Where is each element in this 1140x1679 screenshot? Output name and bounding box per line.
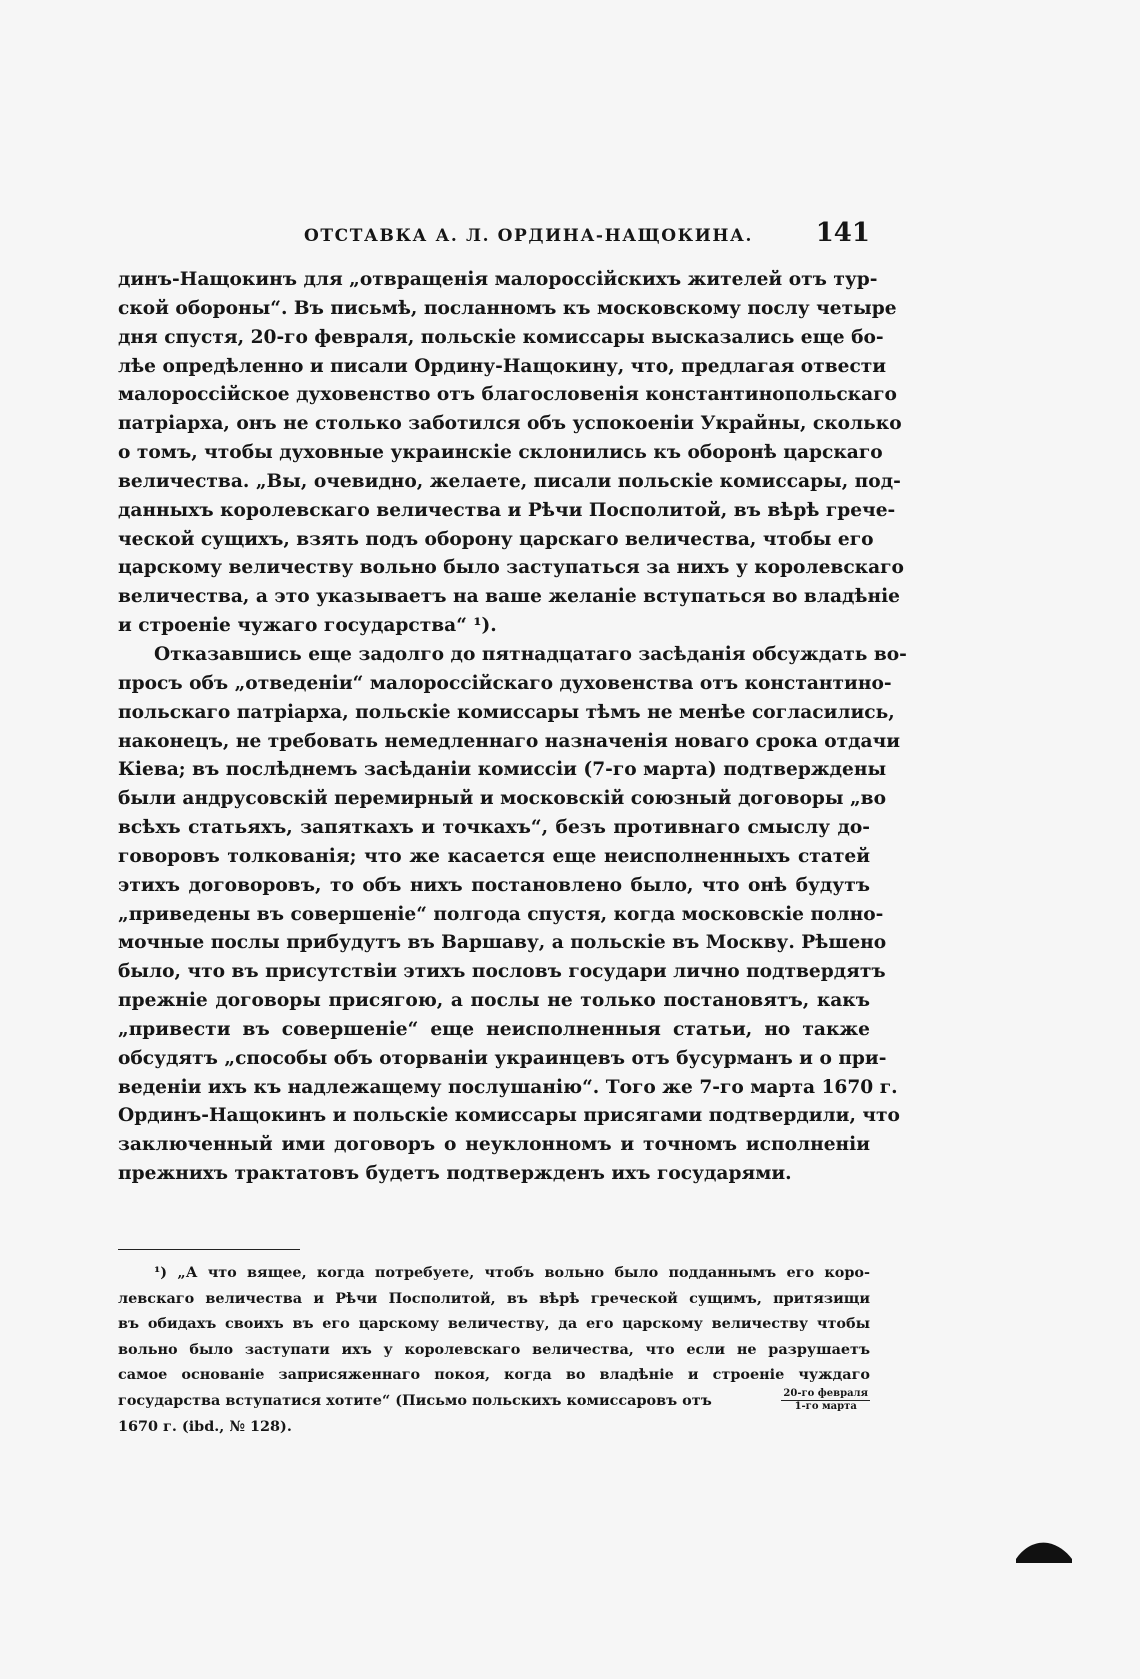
body-line: обсудятъ „способы объ оторваніи украинцевъ отъ бусурманъ и о при-: [118, 1047, 887, 1069]
footnote-line: ¹) „А что вящее, когда потребуете, чтобъ вольно было подданнымъ его коро-: [154, 1264, 870, 1281]
body-line: лѣе опредѣленно и писали Ордину-Нащокину, что, предлагая отвести: [118, 355, 887, 377]
body-line: польскаго патріарха, польскіе комиссары тѣмъ не менѣе согласились,: [118, 701, 895, 723]
body-line: величества, а это указываетъ на ваше желаніе вступаться во владѣніе: [118, 586, 900, 608]
body-line: о томъ, чтобы духовные украинскіе склонились къ оборонѣ царскаго: [118, 442, 883, 464]
body-line: дня спустя, 20-го февраля, польскіе комиссары высказались еще бо-: [118, 326, 884, 348]
fraction-denominator: 1-го марта: [794, 1401, 857, 1413]
body-line: этихъ договоровъ, то объ нихъ постановлено было, что онѣ будутъ: [118, 874, 870, 896]
page-header: [118, 218, 870, 254]
body-line: данныхъ королевскаго величества и Рѣчи Посполитой, въ вѣрѣ грече-: [118, 499, 896, 521]
footnote-line: самое основаніе заприсяженнаго покоя, когда во владѣніе и строеніе чуждаго: [118, 1366, 870, 1384]
body-line: говоровъ толкованія; что же касается еще неисполненныхъ статей: [118, 845, 870, 867]
body-line: заключенный ими договоръ о неуклонномъ и точномъ исполненіи: [118, 1134, 870, 1156]
body-line: Отказавшись еще задолго до пятнадцатаго засѣданія обсуждать во-: [154, 643, 907, 665]
body-line: динъ-Нащокинъ для „отвращенія малороссійскихъ жителей отъ тур-: [118, 269, 878, 290]
body-line: малороссійское духовенство отъ благословенія константинопольскаго: [118, 384, 897, 406]
fraction-numerator: 20-го февраля: [783, 1388, 868, 1400]
body-line: „приведены въ совершеніе“ полгода спустя, когда московскіе полно-: [118, 903, 884, 925]
date-fraction: [781, 1388, 870, 1413]
body-line: ческой сущихъ, взять подъ оборону царскаго величества, чтобы его: [118, 528, 874, 550]
body-line: прежнихъ трактатовъ будетъ подтвержденъ ихъ государями.: [118, 1163, 792, 1185]
body-line: и строеніе чужаго государства“ ¹).: [118, 615, 497, 637]
body-line: „привести въ совершеніе“ еще неисполненныя статьи, но также: [118, 1018, 870, 1040]
footnote-rule: [118, 1249, 300, 1250]
footnote-line: левскаго величества и Рѣчи Посполитой, въ вѣрѣ греческой сущимъ, притязищи: [118, 1289, 870, 1307]
body-line: царскому величеству вольно было заступаться за нихъ у королевскаго: [118, 557, 904, 579]
body-line: величества. „Вы, очевидно, желаете, писали польскіе комиссары, под-: [118, 470, 901, 492]
body-line: мочные послы прибудутъ въ Варшаву, а польскіе въ Москву. Рѣшено: [118, 932, 887, 954]
body-line: ской обороны“. Въ письмѣ, посланномъ къ московскому послу четыре: [118, 297, 897, 319]
body-line: Ординъ-Нащокинъ и польскіе комиссары присягами подтвердили, что: [118, 1105, 900, 1127]
ink-blot-mark: [1014, 1531, 1074, 1565]
body-text: [118, 266, 907, 1189]
body-line: были андрусовскій перемирный и московскій союзный договоры „во: [118, 788, 886, 810]
footnote-line: 1670 г. (ibd., № 128).: [118, 1417, 292, 1435]
body-line: всѣхъ статьяхъ, запяткахъ и точкахъ“, безъ противнаго смыслу до-: [118, 817, 870, 839]
body-line: наконецъ, не требовать немедленнаго назначенія новаго срока отдачи: [118, 730, 900, 752]
page-number: 141: [815, 218, 870, 248]
body-line: было, что въ присутствіи этихъ пословъ государи лично подтвердятъ: [118, 961, 886, 983]
footnote: [118, 1260, 870, 1439]
body-line: просъ объ „отведеніи“ малороссійскаго духовенства отъ константино-: [118, 672, 892, 694]
body-line: патріарха, онъ не столько заботился объ успокоеніи Украйны, сколько: [118, 413, 902, 435]
footnote-line-with-fraction: [118, 1388, 870, 1414]
footnote-fraction-line-text: государства вступатися хотите“ (Письмо польскихъ комиссаровъ отъ: [118, 1391, 712, 1409]
body-line: прежніе договоры присягою, а послы не только постановятъ, какъ: [118, 990, 870, 1012]
footnote-line: въ обидахъ своихъ въ его царскому величеству, да его царскому величеству чтобы: [118, 1315, 870, 1333]
footnote-line: вольно было заступати ихъ у королевскаго величества, что если не разрушаетъ: [118, 1340, 870, 1358]
body-line: Кіева; въ послѣднемъ засѣданіи комиссіи (7-го марта) подтверждены: [118, 759, 887, 781]
body-line: веденіи ихъ къ надлежащему послушанію“. Того же 7-го марта 1670 г.: [118, 1076, 898, 1098]
running-title: ОТСТАВКА А. Л. ОРДИНА-НАЩОКИНА.: [304, 226, 754, 246]
